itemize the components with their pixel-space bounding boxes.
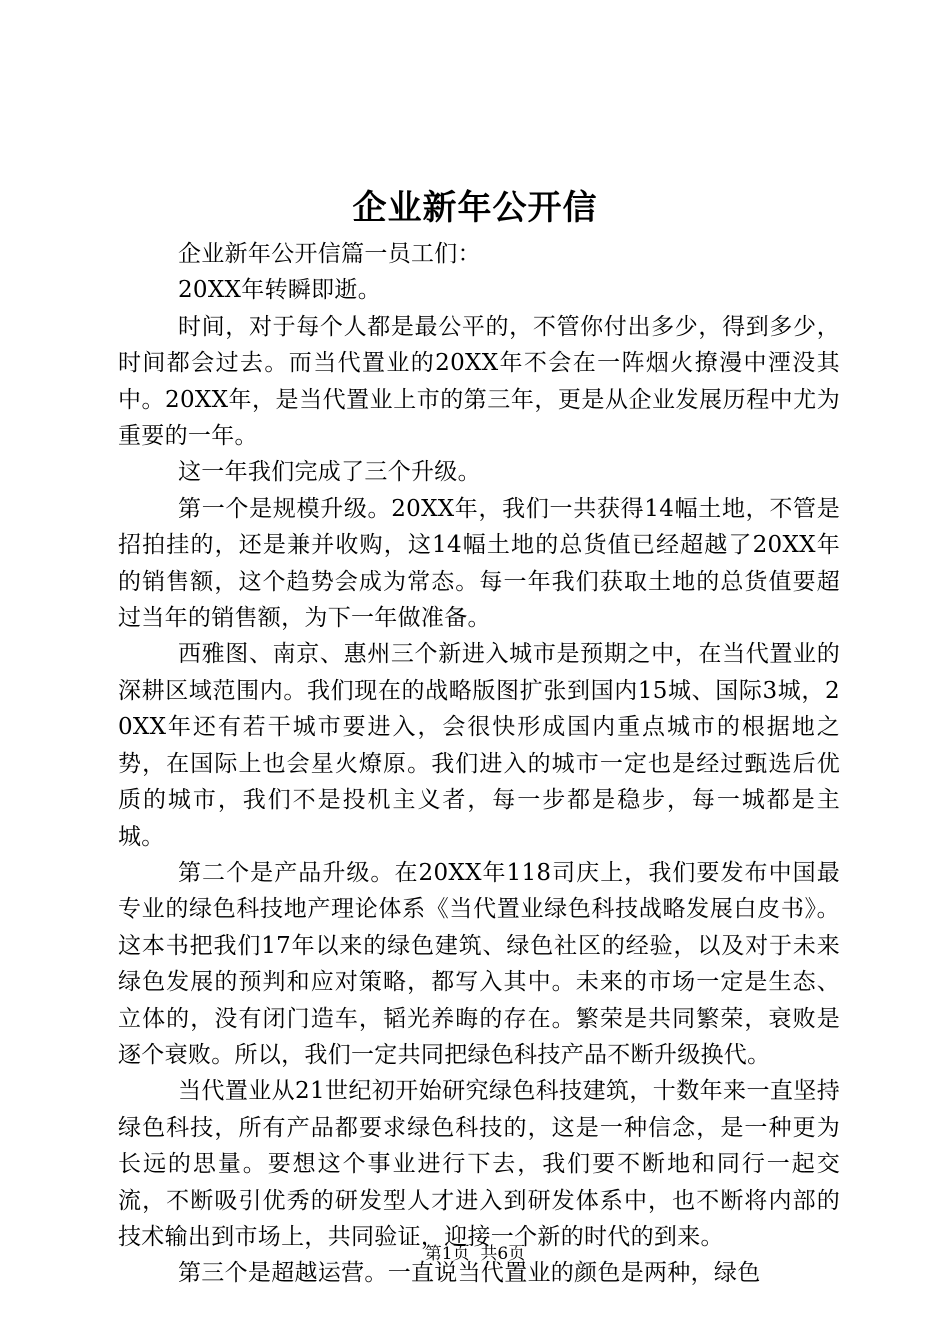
paragraph: 第二个是产品升级。在20XX年118司庆上，我们要发布中国最专业的绿色科技地产理论体系《当代置业绿色科技战略发展白皮书》。这本书把我们17年以来的绿色建筑、绿色社区的经验，以及对于未来绿色发展的预判和应对策略，都写入其中。未来的市场一定是生态、立体的，没有闭门造车，韬光养晦的存在。繁荣是共同繁荣，衰败是逐个衰败。所以，我们一定共同把绿色科技产品不断升级换代。 (118, 859, 840, 1068)
document-body (118, 236, 840, 1292)
paragraph: 第三个是超越运营。一直说当代置业的颜色是两种，绿色 (178, 1260, 761, 1287)
page-number: 第1页 共6页 (424, 1244, 526, 1264)
paragraph: 当代置业从21世纪初开始研究绿色科技建筑，十数年来一直坚持绿色科技，所有产品都要求绿色科技的，这是一种信念，是一种更为长远的思量。要想这个事业进行下去，我们要不断地和同行一起交流，不断吸引优秀的研发型人才进入到研发体系中，也不断将内部的技术输出到市场上，共同验证，迎接一个新的时代的到来。 (118, 1078, 840, 1250)
document-title: 企业新年公开信 (352, 188, 598, 228)
paragraph: 西雅图、南京、惠州三个新进入城市是预期之中，在当代置业的深耕区域范围内。我们现在的战略版图扩张到国内15城、国际3城，20XX年还有若干城市要进入，会很快形成国内重点城市的根据地之势，在国际上也会星火燎原。我们进入的城市一定也是经过甄选后优质的城市，我们不是投机主义者，每一步都是稳步，每一城都是主城。 (118, 641, 840, 850)
paragraph: 企业新年公开信篇一员工们： (178, 241, 481, 267)
page-footer (0, 1242, 950, 1266)
paragraph: 时间，对于每个人都是最公平的，不管你付出多少，得到多少，时间都会过去。而当代置业的20XX年不会在一阵烟火撩漫中湮没其中。20XX年，是当代置业上市的第三年，更是从企业发展历程中尤为重要的一年。 (118, 313, 840, 450)
paragraph: 第一个是规模升级。20XX年，我们一共获得14幅土地，不管是招拍挂的，还是兼并收购，这14幅土地的总货值已经超越了20XX年的销售额，这个趋势会成为常态。每一年我们获取土地的总货值要超过当年的销售额，为下一年做准备。 (118, 495, 840, 632)
paragraph: 20XX年转瞬即逝。 (178, 277, 382, 304)
paragraph: 这一年我们完成了三个升级。 (178, 459, 481, 486)
